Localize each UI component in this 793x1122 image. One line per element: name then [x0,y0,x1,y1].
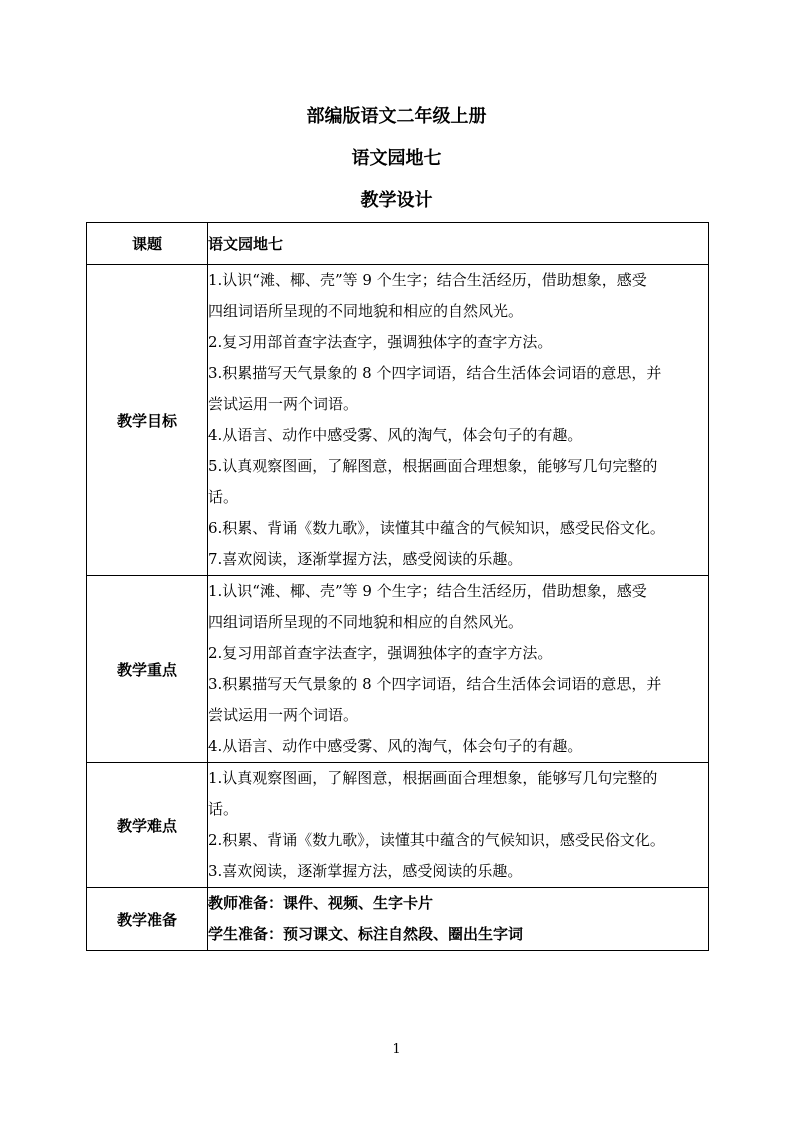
goals-row [87,265,709,576]
difficulties-content [208,763,709,888]
goals-line: 6.积累、背诵《数九歌》，读懂其中蕴含的气候知识，感受民俗文化。 [208,519,665,537]
goals-label: 教学目标 [87,265,208,576]
goals-line: 3.积累描写天气景象的 8 个四字词语，结合生活体会词语的意思，并 [208,364,662,382]
preparation-label: 教学准备 [87,888,208,951]
goals-line: 话。 [208,488,239,506]
key-points-line: 四组词语所呈现的不同地貌和相应的自然风光。 [208,613,524,631]
goals-line: 4.从语言、动作中感受雾、风的淘气，体会句子的有趣。 [208,426,583,444]
topic-label: 课题 [87,223,208,265]
student-preparation: 学生准备：预习课文、标注自然段、圈出生字词 [208,925,524,943]
difficulties-line: 3.喜欢阅读，逐渐掌握方法，感受阅读的乐趣。 [208,862,523,880]
difficulties-line: 1.认真观察图画，了解图意，根据画面合理想象，能够写几句完整的 [208,769,658,787]
key-points-line: 3.积累描写天气景象的 8 个四字词语，结合生活体会词语的意思，并 [208,675,662,693]
goals-line: 尝试运用一两个词语。 [208,395,359,413]
page-number: 1 [392,1042,401,1057]
difficulties-row [87,763,709,888]
lesson-title: 语文园地七 [351,148,442,169]
difficulties-line: 2.积累、背诵《数九歌》，读懂其中蕴含的气候知识，感受民俗文化。 [208,831,665,849]
topic-value: 语文园地七 [208,223,709,265]
topic-row [87,223,709,265]
goals-line: 2.复习用部首查字法查字，强调独体字的查字方法。 [208,333,553,351]
key-points-label: 教学重点 [87,576,208,763]
difficulties-label: 教学难点 [87,763,208,888]
goals-line: 四组词语所呈现的不同地貌和相应的自然风光。 [208,302,524,320]
key-points-line: 2.复习用部首查字法查字，强调独体字的查字方法。 [208,644,553,662]
document-title: 部编版语文二年级上册 [306,106,487,127]
goals-line: 1.认识“滩、椰、壳”等 9 个生字；结合生活经历，借助想象，感受 [208,271,647,289]
goals-line: 7.喜欢阅读，逐渐掌握方法，感受阅读的乐趣。 [208,550,523,568]
difficulties-line: 话。 [208,800,239,818]
teacher-preparation: 教师准备：课件、视频、生字卡片 [208,894,434,912]
key-points-line: 尝试运用一两个词语。 [208,706,359,724]
key-points-row [87,576,709,763]
lesson-design-table [86,222,709,951]
key-points-line: 4.从语言、动作中感受雾、风的淘气，体会句子的有趣。 [208,737,583,755]
goals-line: 5.认真观察图画，了解图意，根据画面合理想象，能够写几句完整的 [208,457,658,475]
preparation-content [208,888,709,951]
key-points-content [208,576,709,763]
goals-content [208,265,709,576]
preparation-row [87,888,709,951]
design-heading: 教学设计 [360,190,433,211]
key-points-line: 1.认识“滩、椰、壳”等 9 个生字；结合生活经历，借助想象，感受 [208,582,647,600]
